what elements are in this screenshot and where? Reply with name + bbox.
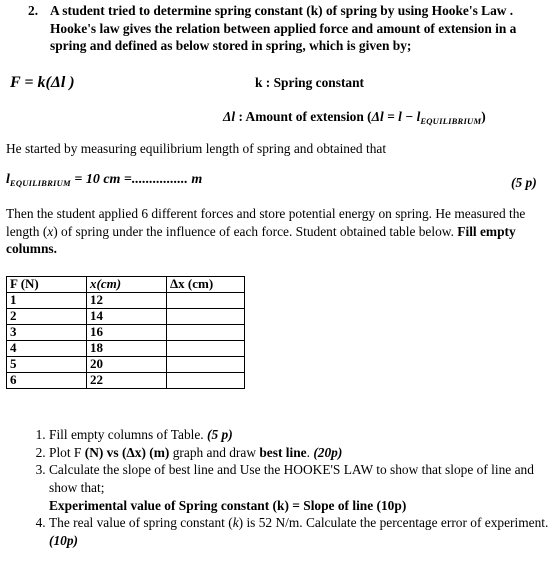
points-label: (5 p): [511, 175, 537, 190]
cell-length: 20: [87, 357, 167, 373]
para-x: x: [47, 223, 54, 239]
dl-symbol: Δl: [223, 109, 236, 124]
task-text: Fill empty columns of Table.: [49, 427, 207, 442]
leq-value: = 10 cm =................ m: [74, 172, 203, 187]
question-text: A student tried to determine spring constant (k) of spring by using Hooke's Law . Hooke's law gives the relation between applied force and amount of extension in a spring and defined as below stored in spring, which is given by;: [50, 3, 517, 54]
equilibrium-line: [6, 171, 202, 189]
cell-force: 3: [7, 325, 87, 341]
task-unit-n: (N): [84, 444, 104, 460]
task-k: k: [232, 515, 239, 531]
para-bold: Fill empty columns.: [6, 223, 516, 257]
task-best-line: best line: [259, 444, 307, 460]
cell-length: 18: [87, 341, 167, 357]
header-length: x(cm): [87, 277, 167, 293]
k-definition: k : Spring constant: [255, 75, 365, 90]
table-row: [7, 357, 245, 373]
extension-definition: [223, 108, 486, 127]
cell-extension[interactable]: [167, 293, 245, 309]
task-points: (5 p): [207, 427, 233, 442]
task-unit-m: (m): [145, 444, 170, 460]
para-text-2: ) of spring under the influence of each force. Student obtained table below.: [53, 223, 458, 239]
leq-subscript: EQUILIBRIUM: [9, 178, 71, 188]
cell-force: 5: [7, 357, 87, 373]
cell-length: 12: [87, 293, 167, 309]
cell-extension[interactable]: [167, 373, 245, 389]
header-extension: Δx (cm): [167, 277, 245, 293]
question-number: 2.: [28, 3, 39, 18]
instruction-paragraph: [6, 205, 552, 258]
table-row: [7, 341, 245, 357]
table-row: [7, 325, 245, 341]
question-header: [28, 2, 553, 55]
leq-symbol: l: [6, 172, 10, 187]
para-text-1: Then the student applied 6 different forces and store potential energy on spring. He measured the length (: [6, 206, 526, 239]
cell-length: 22: [87, 373, 167, 389]
measure-text: He started by measuring equilibrium length of spring and obtained that: [6, 141, 387, 156]
cell-length: 14: [87, 309, 167, 325]
task-note: Experimental value of Spring constant (k) = Slope of line (10p): [49, 497, 407, 513]
dl-subscript: EQUILIBRIUM: [420, 116, 482, 126]
table-row: [7, 309, 245, 325]
cell-force: 2: [7, 309, 87, 325]
cell-force: 1: [7, 293, 87, 309]
task-text: Calculate the slope of best line and Use the HOOKE'S LAW to show that slope of line and show that;: [49, 462, 534, 496]
task-points: (20p): [313, 444, 343, 460]
task-item: [49, 426, 554, 444]
cell-extension[interactable]: [167, 357, 245, 373]
task-text: Plot F: [49, 444, 85, 460]
cell-extension[interactable]: [167, 309, 245, 325]
task-item: [49, 444, 554, 462]
dl-equation: Δl = l − l: [371, 109, 421, 124]
task-text: The real value of spring constant (: [49, 515, 233, 531]
task-item: [49, 514, 554, 549]
dl-text: : Amount of extension (: [235, 109, 372, 124]
task-text-3: .: [306, 444, 314, 460]
task-dx: (Δx): [121, 444, 146, 460]
task-text-2: ) is 52 N/m. Calculate the percentage error of experiment.: [238, 515, 549, 531]
header-force: F (N): [7, 277, 87, 293]
data-table: [6, 276, 245, 389]
table-row: [7, 373, 245, 389]
task-text-2: graph and draw: [169, 444, 260, 460]
cell-force: 6: [7, 373, 87, 389]
cell-extension[interactable]: [167, 325, 245, 341]
hooke-formula: F = k(Δl ): [10, 74, 75, 91]
dl-close: ): [481, 109, 486, 124]
task-list: [24, 426, 554, 550]
task-item: [49, 461, 554, 514]
task-vs: vs: [103, 444, 122, 460]
table-row: [7, 293, 245, 309]
cell-length: 16: [87, 325, 167, 341]
cell-force: 4: [7, 341, 87, 357]
task-points: (10p): [49, 533, 79, 549]
table-header-row: [7, 277, 245, 293]
cell-extension[interactable]: [167, 341, 245, 357]
